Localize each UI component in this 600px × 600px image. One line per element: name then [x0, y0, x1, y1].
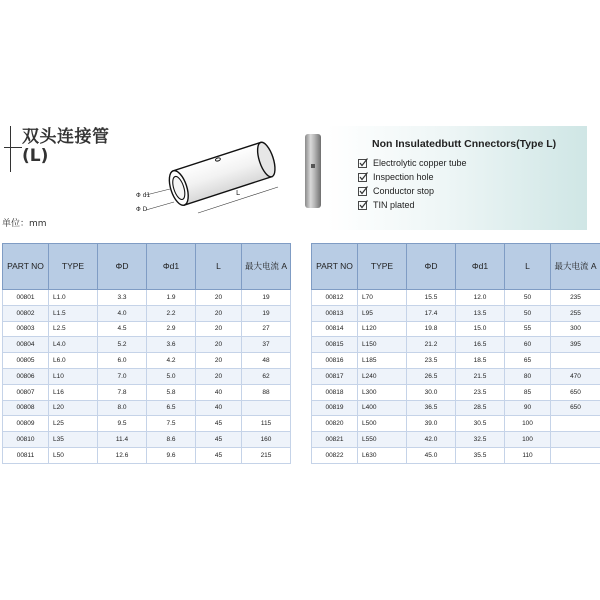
table-cell: L16	[49, 384, 98, 400]
table-cell: 5.0	[147, 368, 196, 384]
table-row	[3, 321, 291, 337]
table-cell: 00806	[3, 368, 49, 384]
table-cell: 00814	[312, 321, 358, 337]
column-header: PART NO	[312, 244, 358, 290]
table-cell: 42.0	[407, 432, 456, 448]
table-cell: L300	[358, 384, 407, 400]
table-cell: 20	[196, 337, 242, 353]
table-cell: 21.5	[456, 368, 505, 384]
feature-list	[358, 156, 467, 212]
checkbox-icon	[358, 186, 368, 196]
table-cell: 17.4	[407, 305, 456, 321]
table-cell: 19.8	[407, 321, 456, 337]
table-cell: 1.9	[147, 290, 196, 306]
table-cell	[551, 416, 600, 432]
table-cell: 45	[196, 447, 242, 463]
table-cell: 650	[551, 384, 600, 400]
table-cell: 37	[242, 337, 291, 353]
table-cell: 40	[196, 400, 242, 416]
table-cell: L500	[358, 416, 407, 432]
table-row	[3, 353, 291, 369]
table-cell: 7.8	[98, 384, 147, 400]
table-row	[3, 416, 291, 432]
table-cell: 8.0	[98, 400, 147, 416]
table-row	[3, 305, 291, 321]
table-cell: 4.0	[98, 305, 147, 321]
feature-item	[358, 170, 467, 184]
table-cell: 3.3	[98, 290, 147, 306]
label-D: Φ D	[136, 206, 148, 213]
table-row	[3, 368, 291, 384]
feature-text: Inspection hole	[373, 172, 434, 182]
table-cell: L240	[358, 368, 407, 384]
checkbox-icon	[358, 200, 368, 210]
table-cell: L95	[358, 305, 407, 321]
table-cell: 255	[551, 305, 600, 321]
table-row	[3, 384, 291, 400]
table-cell: 00813	[312, 305, 358, 321]
table-cell: 13.5	[456, 305, 505, 321]
table-cell: 90	[505, 400, 551, 416]
table-cell: L2.5	[49, 321, 98, 337]
column-header: Φd1	[147, 244, 196, 290]
table-cell: 00810	[3, 432, 49, 448]
table-row	[312, 290, 600, 306]
table-cell: 23.5	[456, 384, 505, 400]
table-cell: 35.5	[456, 447, 505, 463]
table-cell: 19	[242, 290, 291, 306]
table-cell: L20	[49, 400, 98, 416]
table-cell: L35	[49, 432, 98, 448]
connector-photo	[303, 132, 323, 210]
table-cell: 235	[551, 290, 600, 306]
table-cell: 48	[242, 353, 291, 369]
table-cell: 60	[505, 337, 551, 353]
table-cell: 4.2	[147, 353, 196, 369]
table-cell: 11.4	[98, 432, 147, 448]
table-row	[312, 432, 600, 448]
english-title: Non Insulatedbutt Cnnectors(Type L)	[372, 138, 557, 150]
unit-label: 单位：mm	[2, 219, 47, 229]
column-header: L	[196, 244, 242, 290]
column-header: 最大电流 A	[242, 244, 291, 290]
table-cell: 160	[242, 432, 291, 448]
table-cell: 36.5	[407, 400, 456, 416]
table-cell: L10	[49, 368, 98, 384]
table-cell: 00802	[3, 305, 49, 321]
table-cell: L6.0	[49, 353, 98, 369]
table-row	[3, 290, 291, 306]
table-row	[312, 337, 600, 353]
table-cell: 3.6	[147, 337, 196, 353]
checkbox-icon	[358, 158, 368, 168]
table-cell: 2.2	[147, 305, 196, 321]
table-cell: 45	[196, 432, 242, 448]
table-cell: L120	[358, 321, 407, 337]
table-cell: 20	[196, 321, 242, 337]
table-cell: 21.2	[407, 337, 456, 353]
table-cell: 00801	[3, 290, 49, 306]
table-row	[3, 432, 291, 448]
table-cell: 00805	[3, 353, 49, 369]
table-cell: 100	[505, 432, 551, 448]
table-cell: 32.5	[456, 432, 505, 448]
table-cell: L550	[358, 432, 407, 448]
table-cell: 00817	[312, 368, 358, 384]
table-cell: 300	[551, 321, 600, 337]
column-header: PART NO	[3, 244, 49, 290]
table-cell: 20	[196, 290, 242, 306]
table-cell: L50	[49, 447, 98, 463]
crosshair-mark-horizontal	[4, 147, 22, 148]
table-cell: 00811	[3, 447, 49, 463]
table-cell: 28.5	[456, 400, 505, 416]
table-cell: 650	[551, 400, 600, 416]
table-cell: 12.6	[98, 447, 147, 463]
table-cell: 39.0	[407, 416, 456, 432]
column-header: 最大电流 A	[551, 244, 600, 290]
connector-drawing	[128, 135, 298, 230]
table-cell: L1.0	[49, 290, 98, 306]
table-cell: 20	[196, 305, 242, 321]
table-cell: 00821	[312, 432, 358, 448]
table-cell: 6.0	[98, 353, 147, 369]
checkbox-icon	[358, 172, 368, 182]
table-cell	[551, 447, 600, 463]
table-cell: 00804	[3, 337, 49, 353]
table-cell: 26.5	[407, 368, 456, 384]
table-cell: 40	[196, 384, 242, 400]
column-header: ΦD	[407, 244, 456, 290]
table-row	[3, 447, 291, 463]
table-cell	[551, 432, 600, 448]
feature-text: Electrolytic copper tube	[373, 158, 467, 168]
title-type: (L)	[22, 146, 49, 166]
table-row	[312, 321, 600, 337]
table-cell: 6.5	[147, 400, 196, 416]
table-row	[312, 368, 600, 384]
table-cell: L630	[358, 447, 407, 463]
table-row	[312, 384, 600, 400]
title-chinese: 双头连接管	[22, 127, 110, 147]
spec-table-left	[2, 243, 291, 464]
label-L: L	[236, 189, 240, 197]
table-cell: 215	[242, 447, 291, 463]
table-cell: 7.0	[98, 368, 147, 384]
table-cell: 00809	[3, 416, 49, 432]
table-cell: L185	[358, 353, 407, 369]
feature-item	[358, 198, 467, 212]
table-cell: 85	[505, 384, 551, 400]
table-cell: 00822	[312, 447, 358, 463]
table-cell: 20	[196, 353, 242, 369]
table-row	[312, 400, 600, 416]
column-header: ΦD	[98, 244, 147, 290]
table-cell: 50	[505, 305, 551, 321]
table-cell: L4.0	[49, 337, 98, 353]
table-row	[3, 337, 291, 353]
feature-text: Conductor stop	[373, 186, 435, 196]
table-cell: 00818	[312, 384, 358, 400]
label-d1: Φ d1	[136, 192, 151, 199]
table-cell: 20	[196, 368, 242, 384]
table-cell: 110	[505, 447, 551, 463]
table-cell: 00819	[312, 400, 358, 416]
table-cell: 12.0	[456, 290, 505, 306]
table-cell: 18.5	[456, 353, 505, 369]
column-header: Φd1	[456, 244, 505, 290]
table-cell: 65	[505, 353, 551, 369]
table-cell: L400	[358, 400, 407, 416]
table-cell: 19	[242, 305, 291, 321]
table-cell: 5.2	[98, 337, 147, 353]
table-cell: 9.6	[147, 447, 196, 463]
table-cell: 395	[551, 337, 600, 353]
column-header: TYPE	[358, 244, 407, 290]
table-row	[3, 400, 291, 416]
table-cell: 00803	[3, 321, 49, 337]
table-cell: 55	[505, 321, 551, 337]
table-cell: 4.5	[98, 321, 147, 337]
table-row	[312, 353, 600, 369]
table-cell: 470	[551, 368, 600, 384]
column-header: TYPE	[49, 244, 98, 290]
table-cell: 23.5	[407, 353, 456, 369]
table-cell: 15.0	[456, 321, 505, 337]
table-cell	[551, 353, 600, 369]
table-cell: 45	[196, 416, 242, 432]
table-cell: L70	[358, 290, 407, 306]
table-cell: 115	[242, 416, 291, 432]
table-cell: 100	[505, 416, 551, 432]
table-cell: 2.9	[147, 321, 196, 337]
table-cell: 80	[505, 368, 551, 384]
feature-item	[358, 184, 467, 198]
table-cell: 8.6	[147, 432, 196, 448]
table-cell: 45.0	[407, 447, 456, 463]
feature-item	[358, 156, 467, 170]
table-cell: 27	[242, 321, 291, 337]
table-cell: 00816	[312, 353, 358, 369]
feature-text: TIN plated	[373, 200, 415, 210]
table-cell: 16.5	[456, 337, 505, 353]
table-cell: 5.8	[147, 384, 196, 400]
table-cell: 00808	[3, 400, 49, 416]
table-cell: 00815	[312, 337, 358, 353]
table-cell: 9.5	[98, 416, 147, 432]
table-row	[312, 416, 600, 432]
table-cell: 00807	[3, 384, 49, 400]
table-cell: 50	[505, 290, 551, 306]
table-cell: 62	[242, 368, 291, 384]
table-cell: 88	[242, 384, 291, 400]
table-cell: L25	[49, 416, 98, 432]
table-cell	[242, 400, 291, 416]
table-cell: 15.5	[407, 290, 456, 306]
table-cell: L1.5	[49, 305, 98, 321]
table-cell: 7.5	[147, 416, 196, 432]
table-cell: 30.0	[407, 384, 456, 400]
table-row	[312, 305, 600, 321]
table-row	[312, 447, 600, 463]
table-cell: 30.5	[456, 416, 505, 432]
table-cell: 00812	[312, 290, 358, 306]
crosshair-mark-vertical	[10, 126, 11, 172]
spec-table-right	[311, 243, 600, 464]
table-cell: L150	[358, 337, 407, 353]
column-header: L	[505, 244, 551, 290]
table-cell: 00820	[312, 416, 358, 432]
